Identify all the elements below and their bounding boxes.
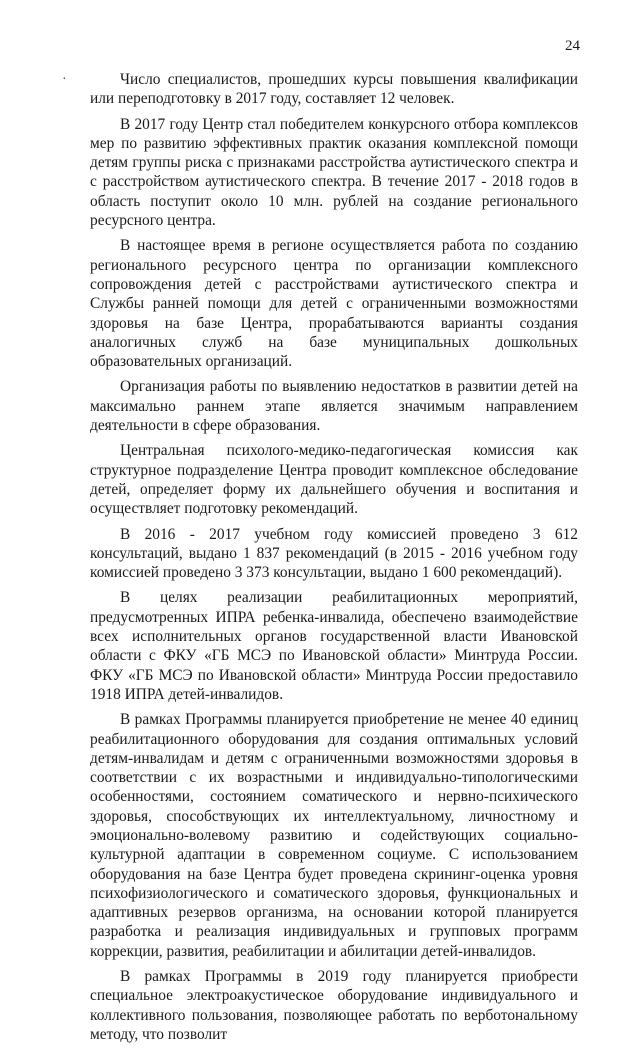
paragraph-consultations-stats: В 2016 - 2017 учебном году комиссией проведено 3 612 консультаций, выдано 1 837 рекомендаций (в 2015 - 2016 учебном году комиссией проведено 3 373 консультации, выдано 1 600 рекомендаций). xyxy=(90,525,578,582)
scan-artifact: · xyxy=(62,72,67,87)
paragraph-pmpk-commission: Центральная психолого-медико-педагогическая комиссия как структурное подразделение Центра проводит комплексное обследование детей, определяет форму их дальнейшего обучения и воспитания и осуществляет подготовку рекомендаций. xyxy=(90,442,578,518)
document-body xyxy=(90,70,578,1050)
paragraph-equipment-purchase: В рамках Программы планируется приобретение не менее 40 единиц реабилитационного оборудования для создания оптимальных условий детям-инвалидам и детям с ограниченными возможностями здоровья в соответствии с их возрастными и индивидуально-типологическими особенностями, состоянием соматического и нервно-психического здоровья, способствующих их интеллектуальному, личностному и эмоционально-волевому развитию и содействующих социально-культурной адаптации в современном социуме. С использованием оборудования на базе Центра будет проведена скрининг-оценка уровня психофизиологического и соматического здоровья, функциональных и адаптивных резервов организма, на основании которой планируется разработка и реализация индивидуальных и групповых программ коррекции, развития, реабилитации и абилитации детей-инвалидов. xyxy=(90,711,578,960)
paragraph-resource-center: В настоящее время в регионе осуществляется работа по созданию регионального ресурсного центра по организации комплексного сопровождения детей с расстройствами аутистического спектра и Службы ранней помощи для детей с ограниченными возможностями здоровья на базе Центра, прорабатываются варианты создания аналогичных служб на базе муниципальных дошкольных образовательных организаций. xyxy=(90,237,578,371)
paragraph-early-detection: Организация работы по выявлению недостатков в развитии детей на максимально раннем этапе является значимым направлением деятельности в сфере образования. xyxy=(90,378,578,435)
paragraph-electroacoustic-equipment: В рамках Программы в 2019 году планируется приобрести специальное электроакустическое оборудование индивидуального и коллективного пользования, позволяющее работать по верботональному методу, что позволит xyxy=(90,968,578,1043)
page-number: 24 xyxy=(565,38,580,54)
paragraph-ipra-rehabilitation: В целях реализации реабилитационных мероприятий, предусмотренных ИПРА ребенка-инвалида, обеспечено взаимодействие всех исполнительных органов государственной власти Ивановской области с ФКУ «ГБ МСЭ по Ивановской области» Минтруда России. ФКУ «ГБ МСЭ по Ивановской области» Минтруда России предоставило 1918 ИПРА детей-инвалидов. xyxy=(90,589,578,703)
paragraph-specialists-count: Число специалистов, прошедших курсы повышения квалификации или переподготовку в 2017 году, составляет 12 человек. xyxy=(90,71,578,108)
paragraph-center-competition: В 2017 году Центр стал победителем конкурсного отбора комплексов мер по развитию эффективных практик оказания комплексной помощи детям группы риска с признаками расстройства аутистического спектра и с расстройством аутистического спектра. В течение 2017 - 2018 годов в область поступит около 10 млн. рублей на создание регионального ресурсного центра. xyxy=(90,115,578,230)
